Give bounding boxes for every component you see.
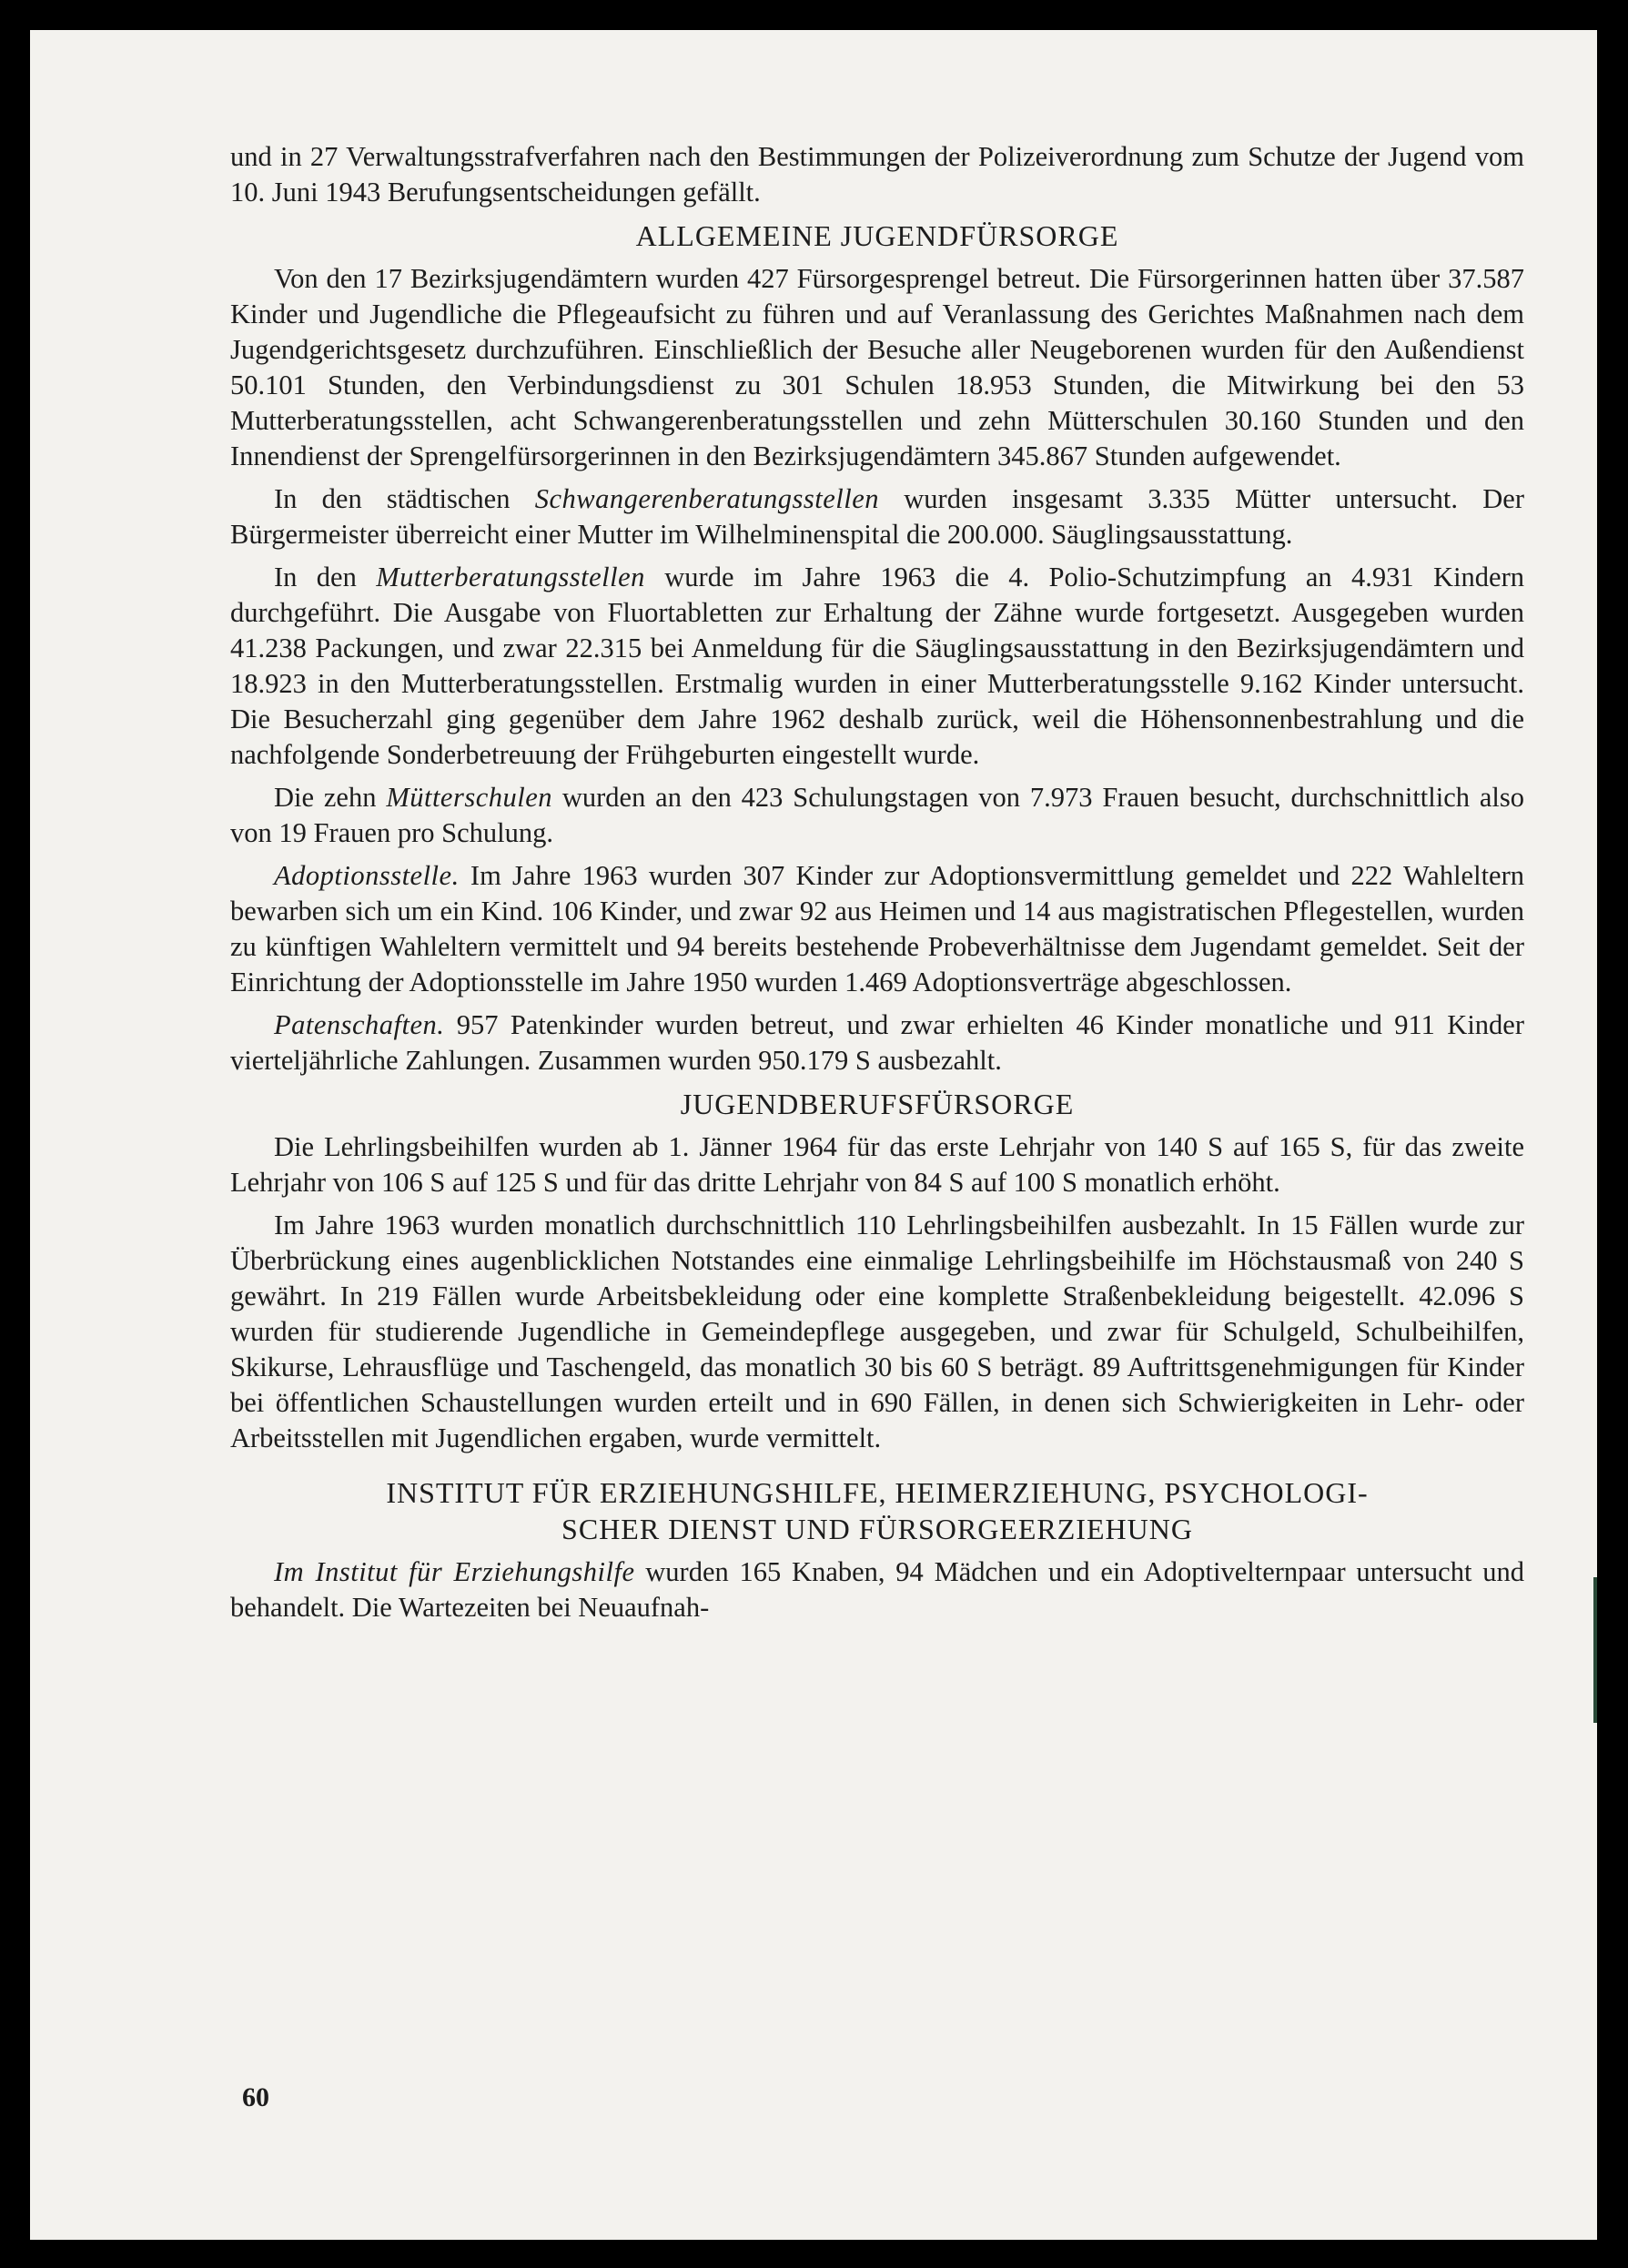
paragraph-patenschaften: Patenschaften. 957 Patenkinder wurden betreut, und zwar erhielten 46 Kinder monatliche und 911 Kinder vierteljährliche Zahlungen. Zusammen wurden 950.179 S ausbezahlt. <box>230 1009 1524 1076</box>
paragraph-adoptionsstelle: Adoptionsstelle. Im Jahre 1963 wurden 307 Kinder zur Adoptionsvermittlung gemeldet und 222 Wahleltern bewarben sich um ein Kind. 106 Kinder, und zwar 92 aus Heimen und 14 aus magistratischen Pflegestellen, wurden zu künftigen Wahleltern vermittelt und 94 bereits bestehende Probeverhältnisse dem Jugendamt gemeldet. Seit der Einrichtung der Adoptionsstelle im Jahre 1950 wurden 1.469 Adoptionsverträge abgeschlossen. <box>230 860 1524 997</box>
section-heading-jugendberufsfuersorge: JUGENDBERUFSFÜRSORGE <box>680 1088 1075 1120</box>
paragraph-lehrlingsbeihilfen: Die Lehrlingsbeihilfen wurden ab 1. Jänner 1964 für das erste Lehrjahr von 140 S auf 165 S, für das zweite Lehrjahr von 106 S auf 125 S und für das dritte Lehrjahr von 84 S auf 100 S monatlich erhöht. <box>230 1131 1524 1198</box>
term-muetterschulen: Mütterschulen <box>386 782 552 813</box>
paragraph-schwangerenberatung: In den städtischen Schwangerenberatungsstellen wurden insgesamt 3.335 Mütter untersucht. Der Bürgermeister überreicht einer Mutter im Wilhelminenspital die 200.000. Säuglingsausstattung. <box>230 483 1524 550</box>
paragraph-mutterberatung: In den Mutterberatungsstellen wurde im Jahre 1963 die 4. Polio-Schutzimpfung an 4.931 Kindern durchgeführt. Die Ausgabe von Fluortabletten zur Erhaltung der Zähne wurde fortgesetzt. Ausgegeben wurden 41.238 Packungen, und zwar 22.315 bei Anmeldung für die Säuglingsausstattung in den Bezirksjugendämtern und 18.923 in den Mutterberatungsstellen. Erstmalig wurden in einer Mutterberatungsstelle 9.162 Kinder untersucht. Die Besucherzahl ging gegenüber dem Jahre 1962 deshalb zurück, weil die Höhensonnenbestrahlung und die nachfolgende Sonderbetreuung der Frühgeburten eingestellt wurde. <box>230 562 1524 770</box>
page-number: 60 <box>242 2082 269 2112</box>
term-adoptionsstelle: Adoptionsstelle. <box>274 860 460 891</box>
term-institut-erziehungshilfe: Im Institut für Erziehungshilfe <box>274 1556 635 1587</box>
text-block <box>230 139 1524 1633</box>
section-heading-allgemeine: ALLGEMEINE JUGENDFÜRSORGE <box>635 219 1119 252</box>
paragraph-fuersorgesprengel: Von den 17 Bezirksjugendämtern wurden 427 Fürsorgesprengel betreut. Die Fürsorgerinnen hatten über 37.587 Kinder und Jugendliche die Pflegeaufsicht zu führen und auf Veranlassung des Gerichtes Maßnahmen nach dem Jugendgerichtsgesetz durchzuführen. Einschließlich der Besuche aller Neugeborenen wurden für den Außendienst 50.101 Stunden, den Verbindungsdienst zu 301 Schulen 18.953 Stunden, die Mitwirkung bei den 53 Mutterberatungsstellen, acht Schwangerenberatungsstellen und zehn Mütterschulen 30.160 Stunden und den Innendienst der Sprengelfürsorgerinnen in den Bezirksjugendämtern 345.867 Stunden aufgewendet. <box>230 263 1524 471</box>
document-page <box>30 30 1597 2240</box>
paragraph-jahre-1963: Im Jahre 1963 wurden monatlich durchschnittlich 110 Lehrlingsbeihilfen ausbezahlt. In 15 Fällen wurde zur Überbrückung eines augenblicklichen Notstandes eine einmalige Lehrlingsbeihilfe im Höchstausmaß von 240 S gewährt. In 219 Fällen wurde Arbeitsbekleidung oder eine komplette Straßenbekleidung beigestellt. 42.096 S wurden für studierende Jugendliche in Gemeindepflege ausgegeben, und zwar für Schulgeld, Schulbeihilfen, Skikurse, Lehrausflüge und Taschengeld, das monatlich 30 bis 60 S beträgt. 89 Auftrittsgenehmigungen für Kinder bei öffentlichen Schaustellungen wurden erteilt und in 690 Fällen, in denen sich Schwierigkeiten in Lehr- oder Arbeitsstellen mit Jugendlichen ergaben, wurde vermittelt. <box>230 1210 1524 1453</box>
term-patenschaften: Patenschaften. <box>274 1009 445 1040</box>
term-schwangerenberatungsstellen: Schwangerenberatungsstellen <box>534 483 880 514</box>
paragraph-muetterschulen: Die zehn Mütterschulen wurden an den 423 Schulungstagen von 7.973 Frauen besucht, durchschnittlich also von 19 Frauen pro Schulung. <box>230 782 1524 848</box>
intro-paragraph: und in 27 Verwaltungsstrafverfahren nach den Bestimmungen der Polizeiverordnung zum Schutze der Jugend vom 10. Juni 1943 Berufungsentscheidungen gefällt. <box>230 141 1524 208</box>
page-edge-mark <box>1593 1577 1597 1723</box>
term-mutterberatungsstellen: Mutterberatungsstellen <box>376 562 645 592</box>
paragraph-institut-erziehungshilfe: Im Institut für Erziehungshilfe wurden 165 Knaben, 94 Mädchen und ein Adoptivelternpaar untersucht und behandelt. Die Wartezeiten bei Neuaufnah- <box>230 1556 1524 1623</box>
section-heading-institut: INSTITUT FÜR ERZIEHUNGSHILFE, HEIMERZIEHUNG, PSYCHOLOGI- SCHER DIENST UND FÜRSORGEERZIEHUNG <box>386 1476 1369 1545</box>
